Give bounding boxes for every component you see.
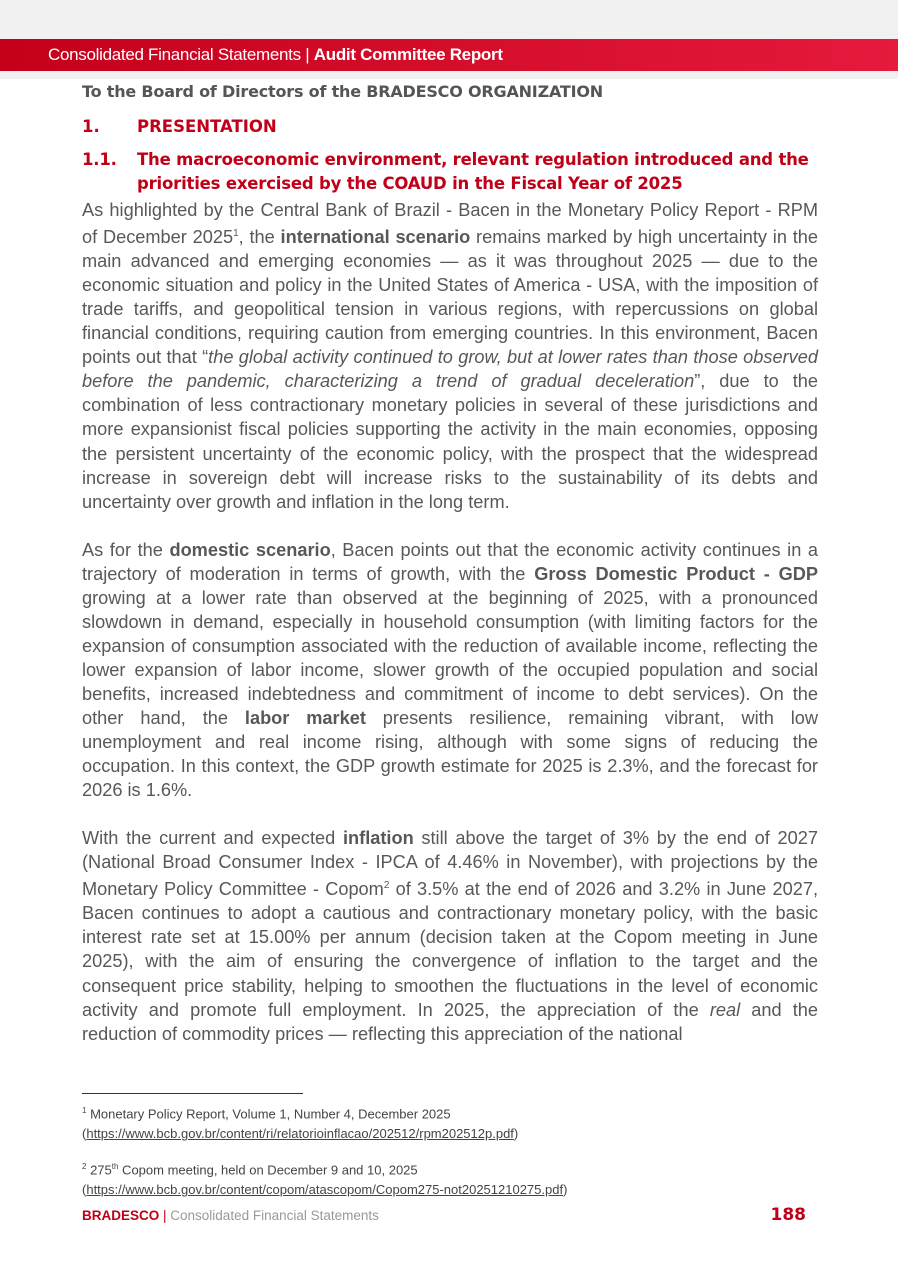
- section-number: 1.: [82, 117, 100, 136]
- emphasis-text: labor market: [244, 708, 366, 728]
- paragraph-text: growing at a lower rate than observed at the beginning of 2025, with a pronounced slowdown in demand, especially in household consumption (with limiting factors for the expansion of consumption associated with the reduction of available income, reflecting the lower expansion of labor income, slower growth of the occupied population and social benefits, increased indebtedness and commitment of income to debt services). On the other hand, the: [82, 587, 818, 728]
- footnote-mark: 1: [82, 1106, 87, 1115]
- header-title: Audit Committee Report: [313, 45, 503, 64]
- footnote-1: $^1$ Monetary Policy Report, Volume 1, Number 4, December 2025 (https://www.bcb.gov.br/content/ri/relatorioinflacao/202512/rpm202512p.pdf): [82, 1106, 519, 1142]
- header-separator: |: [300, 45, 314, 64]
- paragraph-text: , Bacen points out that the economic activity continues in a trajectory of moderation in terms of growth, with the: [82, 539, 818, 584]
- header-shadow: [0, 71, 898, 79]
- top-margin: [0, 0, 898, 39]
- paragraph-text: ”, due to the combination of less contractionary monetary policies in several of these jurisdictions and more expansionist fiscal policies supporting the activity in the main economies, opposing the persistent uncertainty of the economic policy, with the prospect that the widespread increase in sovereign debt will increase risks to the sustainability of its debts and uncertainty over growth and inflation in the long term.: [82, 371, 818, 512]
- footnote-2: $^2$ 275th Copom meeting, held on December 9 and 10, 2025 (https://www.bcb.gov.br/content/copom/atascopom/Copom275-not20251210275.pdf): [82, 1162, 568, 1198]
- paragraph-text: With the current and expected: [82, 828, 343, 849]
- footnote-divider: [82, 1093, 303, 1094]
- footer: [82, 1208, 379, 1223]
- paragraph-text: of 3.5% at the end of 2026 and 3.2% in June 2027, Bacen continues to adopt a cautious and contractionary monetary policy, with the basic interest rate set at 15.00% per annum (decision taken at the Copom meeting in June 2025), with the aim of ensuring the convergence of inflation to the target and the consequent price stability, helping to smoothen the fluctuations in the level of economic activity and promote full employment. In 2025, the appreciation of the: [82, 879, 818, 1020]
- section-title: PRESENTATION: [137, 117, 277, 136]
- quoted-text: the global activity continued to grow, but at lower rates than those observed before the pandemic, characterizing a trend of gradual deceleration: [82, 347, 818, 392]
- paragraph-text: As for the: [82, 539, 170, 560]
- footnote-reference: 1: [233, 228, 239, 240]
- footnote-ordinal-suffix: th: [111, 1162, 119, 1171]
- footer-separator: |: [159, 1208, 171, 1223]
- emphasis-text: inflation: [342, 828, 414, 849]
- body-text: [82, 198, 818, 1046]
- section-heading: [82, 117, 818, 136]
- footnote-mark: 2: [82, 1162, 87, 1171]
- addressee: To the Board of Directors of the BRADESCO ORGANIZATION: [82, 82, 603, 101]
- emphasis-text: Gross Domestic Product - GDP: [534, 563, 818, 584]
- footnote-reference: 2: [383, 880, 390, 892]
- quoted-text: real: [709, 999, 741, 1020]
- paragraph-text: remains marked by high uncertainty in the main advanced and emerging economies — as it was throughout 2025 — due to the economic situation and policy in the United States of America - USA, with the imposition of trade tariffs, and geopolitical tension in various regions, with repercussions on global financial conditions, requiring caution from emerging countries. In this environment, Bacen points out that “: [82, 227, 818, 368]
- footnote-ordinal: 275: [86, 1162, 112, 1178]
- subsection-title: The macroeconomic environment, relevant regulation introduced and the priorities exercised by the COAUD in the Fiscal Year of 2025: [137, 150, 809, 193]
- body-paragraph: [82, 198, 818, 514]
- paragraph-text: , the: [238, 227, 281, 248]
- paragraph-text: still above the target of 3% by the end of 2027 (National Broad Consumer Index - IPCA of 4.46% in November), with projections by the Monetary Policy Committee - Copom: [82, 828, 818, 900]
- paragraph-text: and the reduction of commodity prices — reflecting this appreciation of the national: [82, 999, 819, 1044]
- body-paragraph: [82, 826, 818, 1045]
- footer-text: Consolidated Financial Statements: [170, 1208, 379, 1223]
- subsection-heading: [82, 148, 818, 196]
- header-banner: [0, 39, 898, 71]
- subsection-number: 1.1.: [82, 150, 117, 169]
- paragraph-text: presents resilience, remaining vibrant, with low unemployment and real income rising, although with some signs of reducing the occupation. In this context, the GDP growth estimate for 2025 is 2.3%, and the forecast for 2026 is 1.6%.: [82, 708, 818, 801]
- page-number: 188: [770, 1205, 806, 1225]
- footer-brand: BRADESCO: [82, 1208, 160, 1223]
- footnote-link[interactable]: https://www.bcb.gov.br/content/copom/atascopom/Copom275-not20251210275.pdf: [86, 1182, 564, 1198]
- footnote-link[interactable]: https://www.bcb.gov.br/content/ri/relatorioinflacao/202512/rpm202512p.pdf: [86, 1126, 514, 1142]
- paragraph-text: As highlighted by the Central Bank of Brazil - Bacen in the Monetary Policy Report - RPM of December 2025: [82, 200, 818, 248]
- footnote-text: Copom meeting, held on December 9 and 10, 2025: [118, 1162, 418, 1178]
- page-content: [82, 80, 818, 1046]
- emphasis-text: domestic scenario: [169, 539, 331, 560]
- header-section: Consolidated Financial Statements: [48, 45, 301, 64]
- body-paragraph: [82, 538, 818, 803]
- footnote-text: Monetary Policy Report, Volume 1, Number 4, December 2025: [86, 1106, 451, 1122]
- emphasis-text: international scenario: [280, 227, 471, 248]
